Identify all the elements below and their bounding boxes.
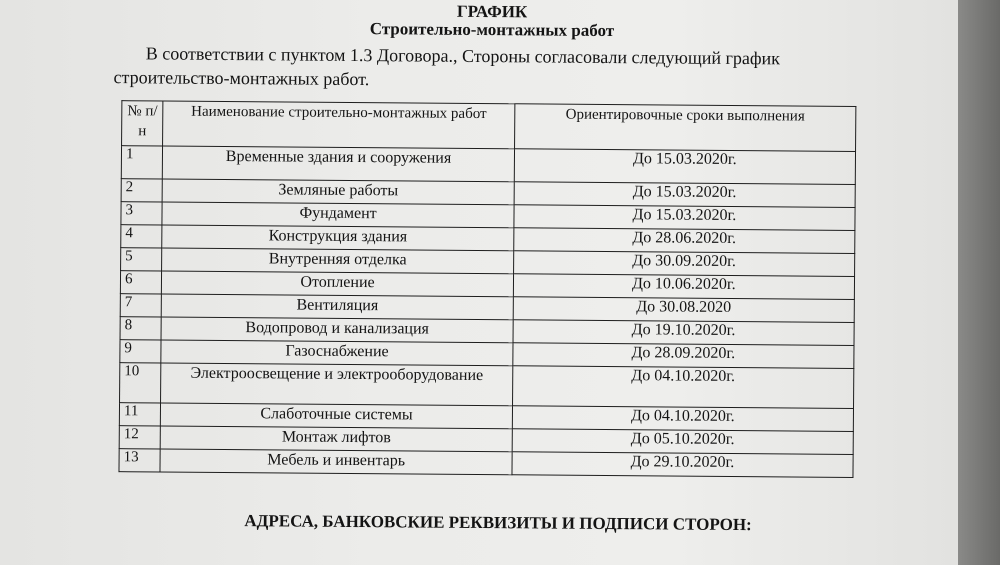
row-number: 6 — [120, 271, 162, 294]
row-number: 10 — [120, 363, 162, 403]
row-deadline: До 30.08.2020 — [513, 297, 854, 323]
header-deadline: Ориентировочные сроки выполнения — [514, 104, 856, 152]
intro-paragraph: В соответствии с пунктом 1.3 Договора., Стороны согласовали следующий график строительство-монтажных работ. — [113, 43, 781, 90]
row-deadline: До 05.10.2020г. — [512, 429, 853, 455]
header-work-name: Наименование строительно-монтажных работ — [163, 101, 515, 149]
row-number: 4 — [121, 225, 163, 248]
schedule-table — [118, 100, 856, 478]
row-deadline: До 19.10.2020г. — [513, 320, 854, 346]
row-number: 12 — [119, 426, 161, 449]
row-deadline: До 15.03.2020г. — [514, 149, 855, 185]
row-deadline: До 28.06.2020г. — [514, 228, 855, 254]
row-deadline: До 29.10.2020г. — [512, 452, 853, 478]
row-number: 2 — [121, 179, 163, 202]
row-number: 5 — [121, 248, 163, 271]
row-work-name: Отопление — [162, 271, 514, 297]
row-number: 1 — [121, 146, 163, 179]
header-number: № п/н — [122, 101, 164, 146]
row-number: 3 — [121, 202, 163, 225]
row-number: 13 — [119, 449, 161, 472]
row-deadline: До 15.03.2020г. — [514, 182, 855, 208]
row-number: 8 — [120, 317, 162, 340]
background-surface — [958, 0, 1000, 565]
row-work-name: Земляные работы — [162, 179, 514, 205]
row-deadline: До 04.10.2020г. — [512, 366, 853, 409]
row-deadline: До 10.06.2020г. — [513, 274, 854, 300]
row-work-name: Водопровод и канализация — [161, 317, 513, 343]
row-work-name: Конструкция здания — [162, 225, 514, 251]
row-deadline: До 15.03.2020г. — [514, 205, 855, 231]
row-deadline: До 30.09.2020г. — [513, 251, 854, 277]
row-number: 9 — [120, 340, 162, 363]
document-subtitle: Строительно-монтажных работ — [369, 19, 615, 41]
row-work-name: Вентиляция — [162, 294, 514, 320]
section-heading-requisites: АДРЕСА, БАНКОВСКИЕ РЕКВИЗИТЫ И ПОДПИСИ СТОРОН: — [244, 511, 752, 535]
row-number: 7 — [120, 294, 162, 317]
row-work-name: Газоснабжение — [161, 340, 513, 366]
row-work-name: Электроосвещение и электрооборудование — [161, 363, 513, 406]
row-work-name: Слаботочные системы — [161, 403, 513, 429]
row-deadline: До 28.09.2020г. — [513, 343, 854, 369]
row-work-name: Внутренняя отделка — [162, 248, 514, 274]
row-work-name: Временные здания и сооружения — [163, 146, 515, 182]
row-deadline: До 04.10.2020г. — [512, 406, 853, 432]
table-row — [119, 449, 853, 478]
row-work-name: Мебель и инвентарь — [160, 449, 512, 475]
row-work-name: Фундамент — [162, 202, 514, 228]
table-row — [120, 363, 854, 409]
row-number: 11 — [119, 403, 161, 426]
row-work-name: Монтаж лифтов — [161, 426, 513, 452]
document-title: ГРАФИК — [456, 1, 528, 22]
table-header-row — [122, 101, 856, 152]
